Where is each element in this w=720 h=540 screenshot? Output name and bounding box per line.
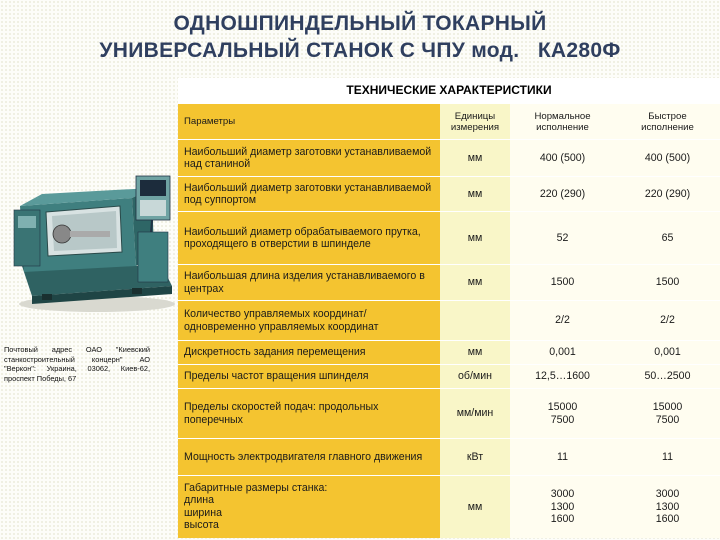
fast-value-cell: 400 (500): [615, 140, 720, 177]
standard-value-cell: 220 (290): [510, 177, 615, 212]
table-row: [178, 389, 720, 439]
standard-value-cell: 2/2: [510, 301, 615, 341]
param-cell: Количество управляемых координат/ одновременно управляемых координат: [178, 301, 440, 341]
fast-value-cell: 2/2: [615, 301, 720, 341]
standard-value-cell: 15000 7500: [510, 389, 615, 439]
param-cell: Наибольший диаметр обрабатываемого прутка, проходящего в отверстии в шпинделе: [178, 212, 440, 265]
fast-value-cell: 220 (290): [615, 177, 720, 212]
table-row: [178, 476, 720, 538]
postal-address: Почтовый адрес ОАО "Киевский станкостроительный концерн" АО "Веркон": Украина, 03062, Киев-62, проспект Победы, 67: [4, 345, 150, 383]
machine-foot: [132, 288, 142, 294]
standard-value-cell: 1500: [510, 265, 615, 301]
fast-value-cell: 65: [615, 212, 720, 265]
headstock-panel: [18, 216, 36, 228]
slide-title-line-1: ОДНОШПИНДЕЛЬНЫЙ ТОКАРНЫЙ: [173, 12, 547, 35]
table-row: [178, 177, 720, 212]
standard-value-cell: 400 (500): [510, 140, 615, 177]
fast-value-cell: 50…2500: [615, 365, 720, 389]
param-cell: Дискретность задания перемещения: [178, 341, 440, 365]
param-cell: Наибольший диаметр заготовки устанавливаемой под суппортом: [178, 177, 440, 212]
slide-title-line-2: УНИВЕРСАЛЬНЫЙ СТАНОК С ЧПУ мод. КА280Ф: [99, 39, 621, 62]
unit-cell: об/мин: [440, 365, 510, 389]
header-standard: Нормальное исполнение: [510, 104, 615, 140]
fast-value-cell: 15000 7500: [615, 389, 720, 439]
table-row: [178, 365, 720, 389]
header-units: Единицы измерения: [440, 104, 510, 140]
standard-value-cell: 0,001: [510, 341, 615, 365]
unit-cell: мм: [440, 212, 510, 265]
control-keypad: [140, 200, 166, 216]
electric-cabinet: [138, 232, 168, 282]
standard-value-cell: 52: [510, 212, 615, 265]
table-caption: ТЕХНИЧЕСКИЕ ХАРАКТЕРИСТИКИ: [178, 78, 720, 103]
unit-cell: [440, 301, 510, 341]
fast-value-cell: 3000 1300 1600: [615, 476, 720, 538]
slide-title: [0, 10, 720, 64]
standard-value-cell: 11: [510, 439, 615, 476]
workpiece: [70, 231, 110, 237]
table-row: [178, 265, 720, 301]
unit-cell: мм: [440, 140, 510, 177]
fast-value-cell: 11: [615, 439, 720, 476]
unit-cell: мм: [440, 341, 510, 365]
standard-value-cell: 12,5…1600: [510, 365, 615, 389]
unit-cell: мм: [440, 476, 510, 538]
header-parameters: Параметры: [178, 104, 440, 140]
fast-value-cell: 0,001: [615, 341, 720, 365]
param-cell: Наибольший диаметр заготовки устанавливаемой над станиной: [178, 140, 440, 177]
header-fast: Быстрое исполнение: [615, 104, 720, 140]
unit-cell: мм: [440, 177, 510, 212]
param-cell: Мощность электродвигателя главного движения: [178, 439, 440, 476]
unit-cell: мм: [440, 265, 510, 301]
machine-foot: [42, 294, 52, 300]
table-row: [178, 341, 720, 365]
specifications-table: [178, 103, 720, 538]
table-row: [178, 301, 720, 341]
control-screen: [140, 180, 166, 196]
table-row: [178, 439, 720, 476]
cnc-lathe-image: [12, 136, 177, 316]
table-header-row: [178, 104, 720, 140]
param-cell: Пределы частот вращения шпинделя: [178, 365, 440, 389]
table-row: [178, 212, 720, 265]
chuck: [53, 225, 71, 243]
standard-value-cell: 3000 1300 1600: [510, 476, 615, 538]
unit-cell: кВт: [440, 439, 510, 476]
table-row: [178, 140, 720, 177]
unit-cell: мм/мин: [440, 389, 510, 439]
param-cell: Пределы скоростей подач: продольных поперечных: [178, 389, 440, 439]
param-cell: Наибольшая длина изделия устанавливаемого в центрах: [178, 265, 440, 301]
fast-value-cell: 1500: [615, 265, 720, 301]
param-cell: Габаритные размеры станка: длина ширина высота: [178, 476, 440, 538]
